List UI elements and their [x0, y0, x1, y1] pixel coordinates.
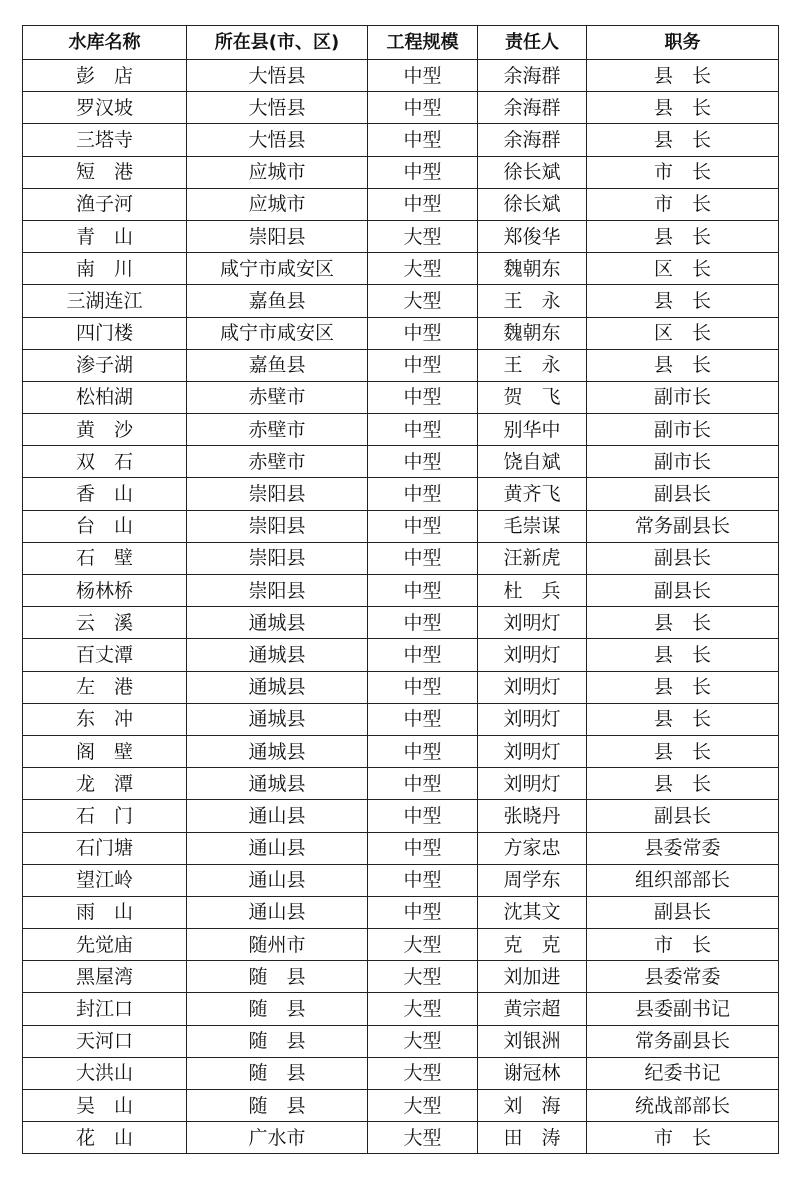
scale-cell: 大型 [368, 1090, 478, 1122]
position-cell: 县 长 [587, 768, 779, 800]
reservoir-name-cell: 封江口 [23, 993, 187, 1025]
scale-cell: 中型 [368, 124, 478, 156]
table-row [23, 703, 779, 735]
reservoir-name-cell: 左 港 [23, 671, 187, 703]
scale-cell: 大型 [368, 285, 478, 317]
table-row [23, 1025, 779, 1057]
county-cell: 通城县 [187, 735, 368, 767]
person-cell: 沈其文 [478, 896, 587, 928]
scale-cell: 大型 [368, 929, 478, 961]
table-row [23, 1090, 779, 1122]
position-cell: 县 长 [587, 92, 779, 124]
scale-cell: 中型 [368, 800, 478, 832]
scale-cell: 中型 [368, 703, 478, 735]
reservoir-table [22, 25, 779, 1154]
scale-cell: 大型 [368, 1057, 478, 1089]
table-header-row [23, 26, 779, 60]
position-cell: 副县长 [587, 896, 779, 928]
county-cell: 通山县 [187, 800, 368, 832]
scale-cell: 中型 [368, 607, 478, 639]
table-row [23, 800, 779, 832]
reservoir-name-cell: 大洪山 [23, 1057, 187, 1089]
table-row [23, 285, 779, 317]
county-cell: 通城县 [187, 703, 368, 735]
reservoir-name-cell: 吴 山 [23, 1090, 187, 1122]
table-row [23, 60, 779, 92]
county-cell: 赤壁市 [187, 446, 368, 478]
reservoir-name-cell: 松柏湖 [23, 381, 187, 413]
table-row [23, 188, 779, 220]
scale-cell: 中型 [368, 156, 478, 188]
position-cell: 县 长 [587, 349, 779, 381]
position-cell: 市 长 [587, 156, 779, 188]
county-cell: 赤壁市 [187, 414, 368, 446]
person-cell: 饶自斌 [478, 446, 587, 478]
table-row [23, 124, 779, 156]
reservoir-name-cell: 三塔寺 [23, 124, 187, 156]
county-cell: 崇阳县 [187, 478, 368, 510]
table-row [23, 542, 779, 574]
person-cell: 郑俊华 [478, 220, 587, 252]
table-row [23, 961, 779, 993]
county-cell: 崇阳县 [187, 220, 368, 252]
reservoir-name-cell: 阁 壁 [23, 735, 187, 767]
county-cell: 随 县 [187, 1025, 368, 1057]
reservoir-name-cell: 黄 沙 [23, 414, 187, 446]
position-cell: 组织部部长 [587, 864, 779, 896]
county-cell: 通山县 [187, 896, 368, 928]
county-cell: 随 县 [187, 993, 368, 1025]
county-cell: 通城县 [187, 671, 368, 703]
scale-cell: 大型 [368, 961, 478, 993]
reservoir-name-cell: 黑屋湾 [23, 961, 187, 993]
person-cell: 毛崇谋 [478, 510, 587, 542]
person-cell: 余海群 [478, 124, 587, 156]
position-cell: 县 长 [587, 60, 779, 92]
reservoir-name-cell: 台 山 [23, 510, 187, 542]
table-row [23, 896, 779, 928]
table-row [23, 768, 779, 800]
reservoir-name-cell: 东 冲 [23, 703, 187, 735]
table-row [23, 671, 779, 703]
scale-cell: 中型 [368, 92, 478, 124]
header-responsible-person: 责任人 [478, 26, 587, 60]
person-cell: 刘 海 [478, 1090, 587, 1122]
table-row [23, 1057, 779, 1089]
position-cell: 县 长 [587, 735, 779, 767]
county-cell: 崇阳县 [187, 575, 368, 607]
county-cell: 通山县 [187, 864, 368, 896]
scale-cell: 中型 [368, 381, 478, 413]
table-row [23, 864, 779, 896]
person-cell: 王 永 [478, 349, 587, 381]
scale-cell: 中型 [368, 575, 478, 607]
reservoir-responsibility-table-page [22, 25, 778, 1154]
person-cell: 余海群 [478, 60, 587, 92]
table-row [23, 317, 779, 349]
scale-cell: 中型 [368, 414, 478, 446]
scale-cell: 大型 [368, 1122, 478, 1154]
county-cell: 应城市 [187, 188, 368, 220]
person-cell: 刘明灯 [478, 735, 587, 767]
reservoir-name-cell: 百丈潭 [23, 639, 187, 671]
county-cell: 大悟县 [187, 92, 368, 124]
scale-cell: 大型 [368, 993, 478, 1025]
scale-cell: 中型 [368, 639, 478, 671]
position-cell: 县 长 [587, 703, 779, 735]
position-cell: 副县长 [587, 478, 779, 510]
position-cell: 副市长 [587, 381, 779, 413]
person-cell: 田 涛 [478, 1122, 587, 1154]
reservoir-name-cell: 渗子湖 [23, 349, 187, 381]
scale-cell: 中型 [368, 188, 478, 220]
reservoir-name-cell: 龙 潭 [23, 768, 187, 800]
position-cell: 县 长 [587, 285, 779, 317]
person-cell: 谢冠林 [478, 1057, 587, 1089]
position-cell: 市 长 [587, 188, 779, 220]
scale-cell: 中型 [368, 832, 478, 864]
header-reservoir-name: 水库名称 [23, 26, 187, 60]
reservoir-name-cell: 石 门 [23, 800, 187, 832]
person-cell: 魏朝东 [478, 253, 587, 285]
reservoir-name-cell: 望江岭 [23, 864, 187, 896]
table-body [23, 60, 779, 1154]
table-row [23, 220, 779, 252]
county-cell: 通城县 [187, 607, 368, 639]
scale-cell: 中型 [368, 864, 478, 896]
county-cell: 通城县 [187, 639, 368, 671]
person-cell: 周学东 [478, 864, 587, 896]
table-row [23, 639, 779, 671]
reservoir-name-cell: 青 山 [23, 220, 187, 252]
table-row [23, 1122, 779, 1154]
reservoir-name-cell: 南 川 [23, 253, 187, 285]
reservoir-name-cell: 花 山 [23, 1122, 187, 1154]
county-cell: 崇阳县 [187, 510, 368, 542]
scale-cell: 中型 [368, 60, 478, 92]
table-row [23, 253, 779, 285]
scale-cell: 中型 [368, 735, 478, 767]
person-cell: 徐长斌 [478, 188, 587, 220]
reservoir-name-cell: 雨 山 [23, 896, 187, 928]
person-cell: 张晓丹 [478, 800, 587, 832]
scale-cell: 中型 [368, 768, 478, 800]
person-cell: 别华中 [478, 414, 587, 446]
position-cell: 常务副县长 [587, 1025, 779, 1057]
person-cell: 刘明灯 [478, 768, 587, 800]
position-cell: 常务副县长 [587, 510, 779, 542]
position-cell: 县委常委 [587, 832, 779, 864]
reservoir-name-cell: 彭 店 [23, 60, 187, 92]
reservoir-name-cell: 香 山 [23, 478, 187, 510]
scale-cell: 中型 [368, 671, 478, 703]
county-cell: 随 县 [187, 1057, 368, 1089]
person-cell: 刘银洲 [478, 1025, 587, 1057]
county-cell: 咸宁市咸安区 [187, 317, 368, 349]
county-cell: 赤壁市 [187, 381, 368, 413]
scale-cell: 中型 [368, 510, 478, 542]
table-row [23, 92, 779, 124]
table-row [23, 832, 779, 864]
table-row [23, 735, 779, 767]
table-row [23, 575, 779, 607]
header-position: 职务 [587, 26, 779, 60]
position-cell: 副县长 [587, 575, 779, 607]
reservoir-name-cell: 罗汉坡 [23, 92, 187, 124]
person-cell: 贺 飞 [478, 381, 587, 413]
county-cell: 随 县 [187, 961, 368, 993]
person-cell: 刘明灯 [478, 639, 587, 671]
person-cell: 徐长斌 [478, 156, 587, 188]
reservoir-name-cell: 短 港 [23, 156, 187, 188]
table-row [23, 510, 779, 542]
header-county: 所在县(市、区) [187, 26, 368, 60]
position-cell: 县 长 [587, 124, 779, 156]
reservoir-name-cell: 天河口 [23, 1025, 187, 1057]
position-cell: 县 长 [587, 639, 779, 671]
county-cell: 咸宁市咸安区 [187, 253, 368, 285]
scale-cell: 大型 [368, 1025, 478, 1057]
county-cell: 大悟县 [187, 60, 368, 92]
reservoir-name-cell: 四门楼 [23, 317, 187, 349]
person-cell: 黄宗超 [478, 993, 587, 1025]
position-cell: 统战部部长 [587, 1090, 779, 1122]
position-cell: 纪委书记 [587, 1057, 779, 1089]
position-cell: 副县长 [587, 800, 779, 832]
reservoir-name-cell: 云 溪 [23, 607, 187, 639]
position-cell: 副市长 [587, 414, 779, 446]
position-cell: 县 长 [587, 220, 779, 252]
position-cell: 县委常委 [587, 961, 779, 993]
header-project-scale: 工程规模 [368, 26, 478, 60]
reservoir-name-cell: 渔子河 [23, 188, 187, 220]
scale-cell: 中型 [368, 896, 478, 928]
position-cell: 副市长 [587, 446, 779, 478]
position-cell: 区 长 [587, 253, 779, 285]
reservoir-name-cell: 杨林桥 [23, 575, 187, 607]
person-cell: 余海群 [478, 92, 587, 124]
position-cell: 县 长 [587, 671, 779, 703]
county-cell: 通城县 [187, 768, 368, 800]
reservoir-name-cell: 三湖连江 [23, 285, 187, 317]
position-cell: 市 长 [587, 1122, 779, 1154]
reservoir-name-cell: 石门塘 [23, 832, 187, 864]
person-cell: 杜 兵 [478, 575, 587, 607]
scale-cell: 中型 [368, 478, 478, 510]
person-cell: 克 克 [478, 929, 587, 961]
person-cell: 刘加进 [478, 961, 587, 993]
county-cell: 随州市 [187, 929, 368, 961]
person-cell: 刘明灯 [478, 703, 587, 735]
table-row [23, 929, 779, 961]
scale-cell: 中型 [368, 446, 478, 478]
scale-cell: 中型 [368, 349, 478, 381]
position-cell: 县委副书记 [587, 993, 779, 1025]
person-cell: 汪新虎 [478, 542, 587, 574]
person-cell: 黄齐飞 [478, 478, 587, 510]
position-cell: 市 长 [587, 929, 779, 961]
table-row [23, 446, 779, 478]
table-row [23, 478, 779, 510]
table-row [23, 414, 779, 446]
county-cell: 嘉鱼县 [187, 285, 368, 317]
position-cell: 区 长 [587, 317, 779, 349]
scale-cell: 大型 [368, 253, 478, 285]
table-row [23, 156, 779, 188]
scale-cell: 大型 [368, 220, 478, 252]
position-cell: 副县长 [587, 542, 779, 574]
county-cell: 随 县 [187, 1090, 368, 1122]
position-cell: 县 长 [587, 607, 779, 639]
county-cell: 嘉鱼县 [187, 349, 368, 381]
scale-cell: 中型 [368, 542, 478, 574]
person-cell: 刘明灯 [478, 671, 587, 703]
county-cell: 通山县 [187, 832, 368, 864]
county-cell: 崇阳县 [187, 542, 368, 574]
county-cell: 大悟县 [187, 124, 368, 156]
county-cell: 广水市 [187, 1122, 368, 1154]
table-row [23, 993, 779, 1025]
table-row [23, 381, 779, 413]
person-cell: 刘明灯 [478, 607, 587, 639]
person-cell: 魏朝东 [478, 317, 587, 349]
reservoir-name-cell: 石 壁 [23, 542, 187, 574]
reservoir-name-cell: 双 石 [23, 446, 187, 478]
reservoir-name-cell: 先觉庙 [23, 929, 187, 961]
scale-cell: 中型 [368, 317, 478, 349]
person-cell: 王 永 [478, 285, 587, 317]
table-row [23, 349, 779, 381]
table-row [23, 607, 779, 639]
person-cell: 方家忠 [478, 832, 587, 864]
county-cell: 应城市 [187, 156, 368, 188]
